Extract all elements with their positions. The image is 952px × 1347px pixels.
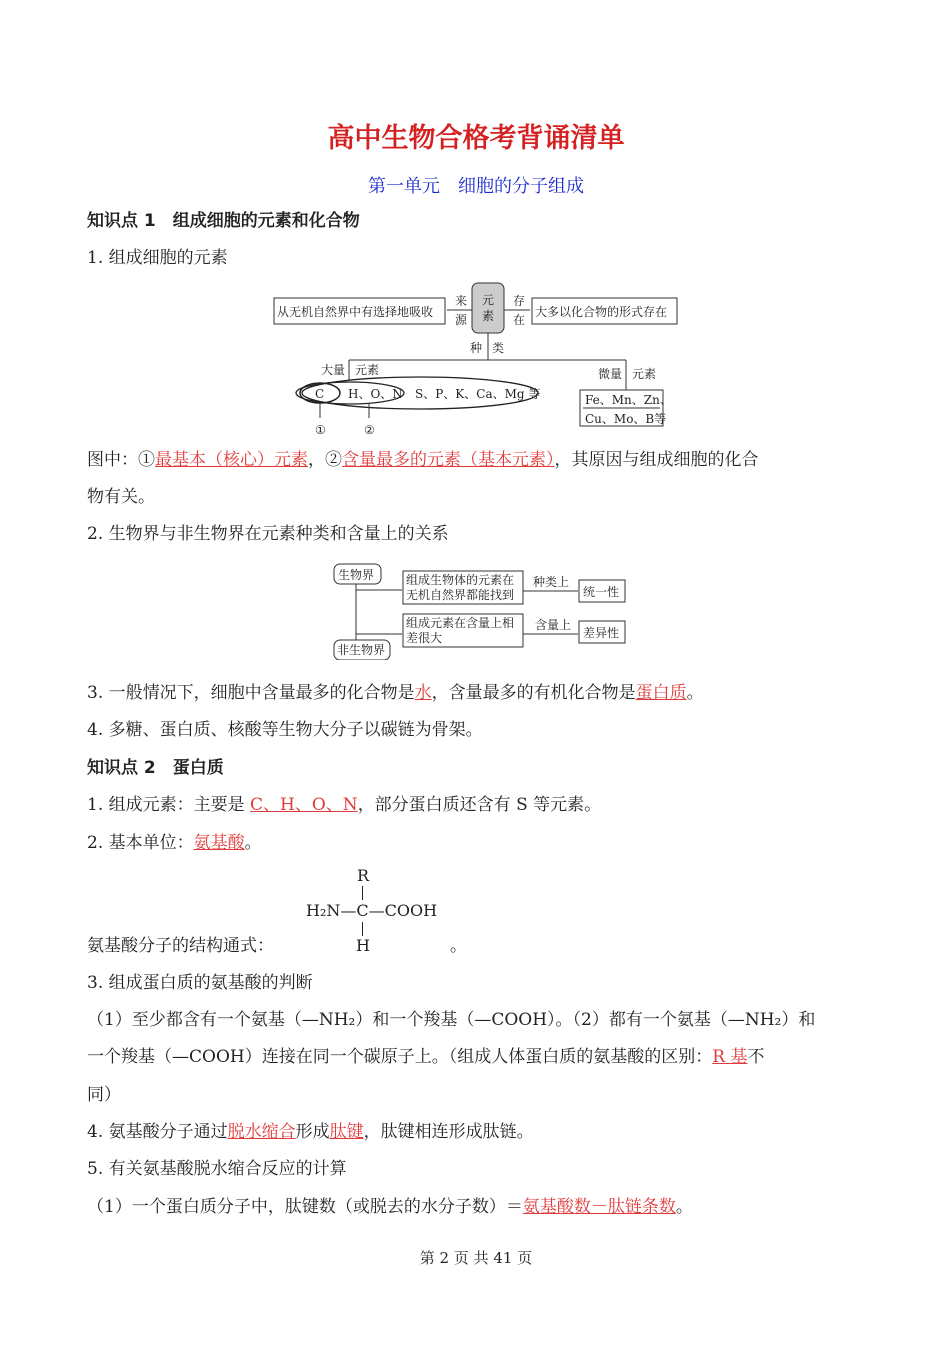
section-2: 2. 生物界与非生物界在元素种类和含量上的关系 [87, 524, 449, 544]
svg-text:来: 来 [455, 294, 468, 308]
svg-text:种: 种 [470, 341, 483, 355]
elements-diagram [260, 280, 690, 440]
svg-text:组成生物体的元素在: 组成生物体的元素在 [406, 573, 515, 587]
protein-4: 4. 氨基酸分子通过脱水缩合形成肽键，肽键相连形成肽链。 [87, 1122, 534, 1142]
svg-text:类: 类 [492, 341, 505, 355]
doc-title: 高中生物合格考背诵清单 [327, 123, 625, 154]
svg-text:统一性: 统一性 [583, 585, 620, 599]
svg-text:Fe、Mn、Zn、: Fe、Mn、Zn、 [585, 393, 672, 407]
svg-text:差异性: 差异性 [583, 626, 620, 640]
para-figure-note: 图中：①最基本（核心）元素，②含量最多的元素（基本元素），其原因与组成细胞的化合 [87, 450, 759, 470]
para-figure-note-cont: 物有关。 [87, 487, 155, 507]
svg-text:S、P、K、Ca、Mg 等: S、P、K、Ca、Mg 等 [415, 387, 541, 401]
bio-nonbio-diagram [320, 560, 640, 660]
svg-text:元: 元 [482, 293, 495, 307]
protein-2: 2. 基本单位：氨基酸。 [87, 833, 262, 853]
protein-1: 1. 组成元素：主要是 C、H、O、N，部分蛋白质还含有 S 等元素。 [87, 795, 602, 815]
page-footer: 第 2 页 共 41 页 [419, 1249, 533, 1267]
svg-text:无机自然界都能找到: 无机自然界都能找到 [406, 588, 515, 602]
svg-text:源: 源 [455, 313, 468, 327]
section-3: 3. 一般情况下，细胞中含量最多的化合物是水，含量最多的有机化合物是蛋白质。 [87, 683, 704, 703]
svg-text:组成元素在含量上相: 组成元素在含量上相 [406, 616, 515, 630]
protein-3: 3. 组成蛋白质的氨基酸的判断 [87, 973, 313, 993]
svg-text:大量: 大量 [321, 363, 346, 377]
formula-period: 。 [450, 936, 467, 956]
protein-5-a: （1）一个蛋白质分子中，肽键数（或脱去的水分子数）＝氨基酸数－肽链条数。 [87, 1197, 693, 1217]
svg-text:生物界: 生物界 [338, 568, 375, 582]
svg-text:大多以化合物的形式存在: 大多以化合物的形式存在 [535, 305, 668, 319]
svg-text:Cu、Mo、B等: Cu、Mo、B等 [585, 412, 667, 426]
formula-label: 氨基酸分子的结构通式： [87, 936, 274, 956]
svg-text:H、O、N: H、O、N [348, 387, 403, 401]
svg-text:素: 素 [482, 309, 495, 323]
protein-3-a: （1）至少都含有一个氨基（—NH₂）和一个羧基（—COOH）。（2）都有一个氨基（—NH₂）和 [87, 1010, 816, 1030]
amino-acid-formula: R H₂N—C—COOH H [306, 866, 438, 955]
heading-k1: 知识点 1 组成细胞的元素和化合物 [87, 211, 360, 231]
section-4: 4. 多糖、蛋白质、核酸等生物大分子以碳链为骨架。 [87, 720, 483, 740]
svg-text:差很大: 差很大 [406, 631, 443, 645]
svg-text:微量: 微量 [598, 367, 623, 381]
svg-text:种类上: 种类上 [533, 575, 570, 589]
protein-3-c: 同） [87, 1085, 121, 1105]
protein-5: 5. 有关氨基酸脱水缩合反应的计算 [87, 1159, 347, 1179]
svg-text:存: 存 [513, 294, 526, 308]
protein-3-b: 一个羧基（—COOH）连接在同一个碳原子上。（组成人体蛋白质的氨基酸的区别：R 基不 [87, 1047, 765, 1067]
heading-k2: 知识点 2 蛋白质 [87, 758, 224, 778]
svg-text:①: ① [315, 423, 326, 437]
svg-text:元素: 元素 [632, 367, 657, 381]
svg-text:非生物界: 非生物界 [337, 643, 386, 657]
svg-text:在: 在 [513, 313, 526, 327]
unit-title: 第一单元 细胞的分子组成 [368, 176, 584, 197]
svg-text:②: ② [364, 423, 375, 437]
svg-text:从无机自然界中有选择地吸收: 从无机自然界中有选择地吸收 [277, 305, 434, 319]
svg-text:元素: 元素 [355, 363, 380, 377]
section-1: 1. 组成细胞的元素 [87, 248, 228, 268]
svg-text:含量上: 含量上 [535, 618, 572, 632]
svg-text:C: C [315, 387, 325, 401]
